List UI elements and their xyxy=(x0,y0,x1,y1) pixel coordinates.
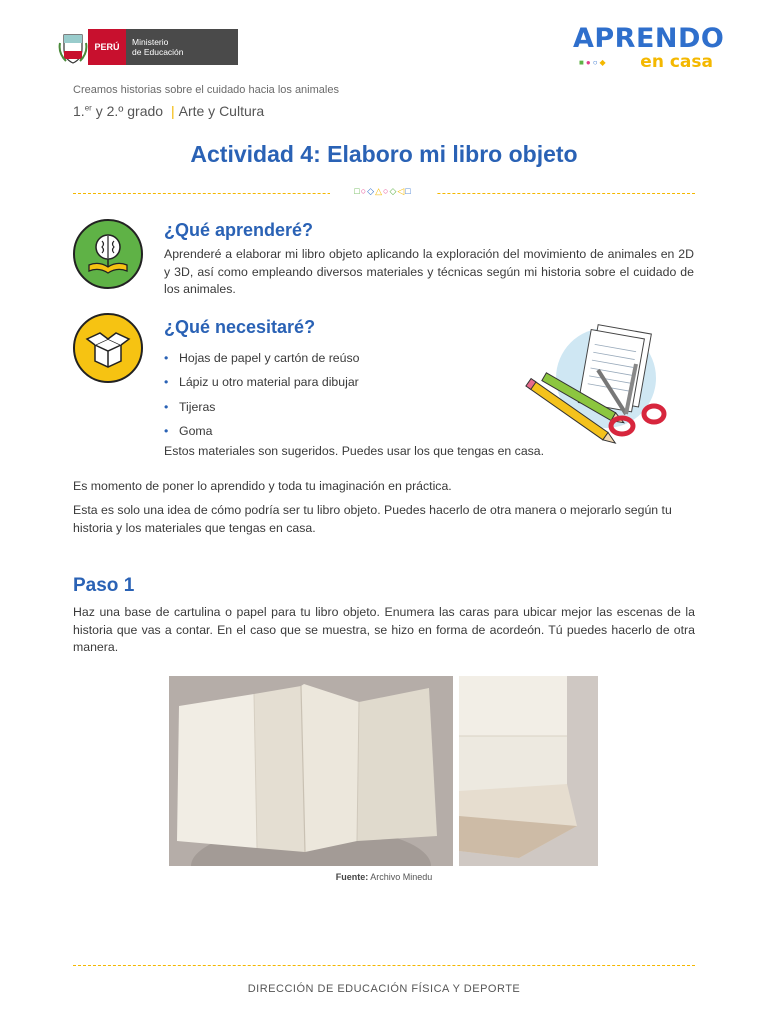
idea-text: Esta es solo una idea de cómo podría ser tu libro objeto. Puedes hacerlo de otra manera o mejorarlo según tu historia y los materiales que tengas en casa. xyxy=(73,503,672,535)
momento-text: Es momento de poner lo aprendido y toda tu imaginación en práctica. xyxy=(73,479,452,493)
brand-dots-icon: ■●○◆ xyxy=(579,58,608,67)
grade-area xyxy=(73,103,264,119)
step-text: Haz una base de cartulina o papel para tu libro objeto. Enumera las caras para ubicar mejor las escenas de la historia que vas a contar. En el caso que se muestra, se hizo en forma de acordeón. Tú puedes hacerlo de otra manera. xyxy=(73,605,695,654)
list-item xyxy=(164,419,359,443)
page-footer: DIRECCIÓN DE EDUCACIÓN FÍSICA Y DEPORTE xyxy=(247,983,521,995)
school-supplies-illustration xyxy=(518,318,674,448)
minedu-logo xyxy=(58,29,244,65)
accordion-book-photo xyxy=(169,676,453,866)
photo-source xyxy=(0,872,768,882)
list-item-text: Lápiz u otro material para dibujar xyxy=(179,375,359,390)
unit-subtitle: Creamos historias sobre el cuidado hacia los animales xyxy=(73,84,339,96)
peru-crest-icon xyxy=(58,29,88,65)
grade-first-sup: er xyxy=(84,103,92,113)
bullet: • xyxy=(164,351,169,365)
list-item xyxy=(164,370,359,394)
list-item xyxy=(164,395,359,419)
step-heading: Paso 1 xyxy=(73,575,135,596)
ministry-line1: Ministerio xyxy=(132,37,169,47)
ministry-line2: de Educación xyxy=(132,47,184,57)
learn-heading: ¿Qué aprenderé? xyxy=(164,220,314,240)
list-item-text: Hojas de papel y cartón de reúso xyxy=(179,351,360,365)
divider-bottom xyxy=(73,965,695,966)
learn-text: Aprenderé a elaborar mi libro objeto aplicando la exploración del movimiento de animales en 2D y 3D, así como empleando diversos materiales y técnicas según mi historia sobre el cuidado de los animales. xyxy=(164,247,694,296)
brand-line2: en casa xyxy=(640,52,713,72)
brain-book-icon xyxy=(73,219,143,289)
page-title: Actividad 4: Elaboro mi libro objeto xyxy=(190,141,578,167)
grade-second: y 2.º grado xyxy=(91,103,164,119)
source-value: Archivo Minedu xyxy=(370,872,433,882)
aprendo-en-casa-logo xyxy=(573,23,725,72)
area-name: Arte y Cultura xyxy=(178,103,265,119)
bullet: • xyxy=(164,399,169,414)
materials-note: Estos materiales son sugeridos. Puedes usar los que tengas en casa. xyxy=(164,444,545,458)
list-item-text: Tijeras xyxy=(179,399,216,414)
accordion-book-photo-2 xyxy=(459,676,598,866)
list-item xyxy=(164,346,359,370)
decorative-shapes-icon: □○◇△○◇◁□ xyxy=(330,186,436,200)
need-heading: ¿Qué necesitaré? xyxy=(164,317,316,337)
bullet: • xyxy=(164,375,169,390)
materials-list xyxy=(164,346,359,443)
bullet: • xyxy=(164,423,169,438)
grade-first: 1. xyxy=(73,103,85,119)
list-item-text: Goma xyxy=(179,423,213,438)
ministry-label xyxy=(126,29,238,65)
source-label: Fuente: xyxy=(335,872,369,882)
open-box-icon xyxy=(73,313,143,383)
peru-label: PERÚ xyxy=(88,29,126,65)
brand-line1: APRENDO xyxy=(573,23,725,54)
grade-separator: | xyxy=(170,103,175,119)
